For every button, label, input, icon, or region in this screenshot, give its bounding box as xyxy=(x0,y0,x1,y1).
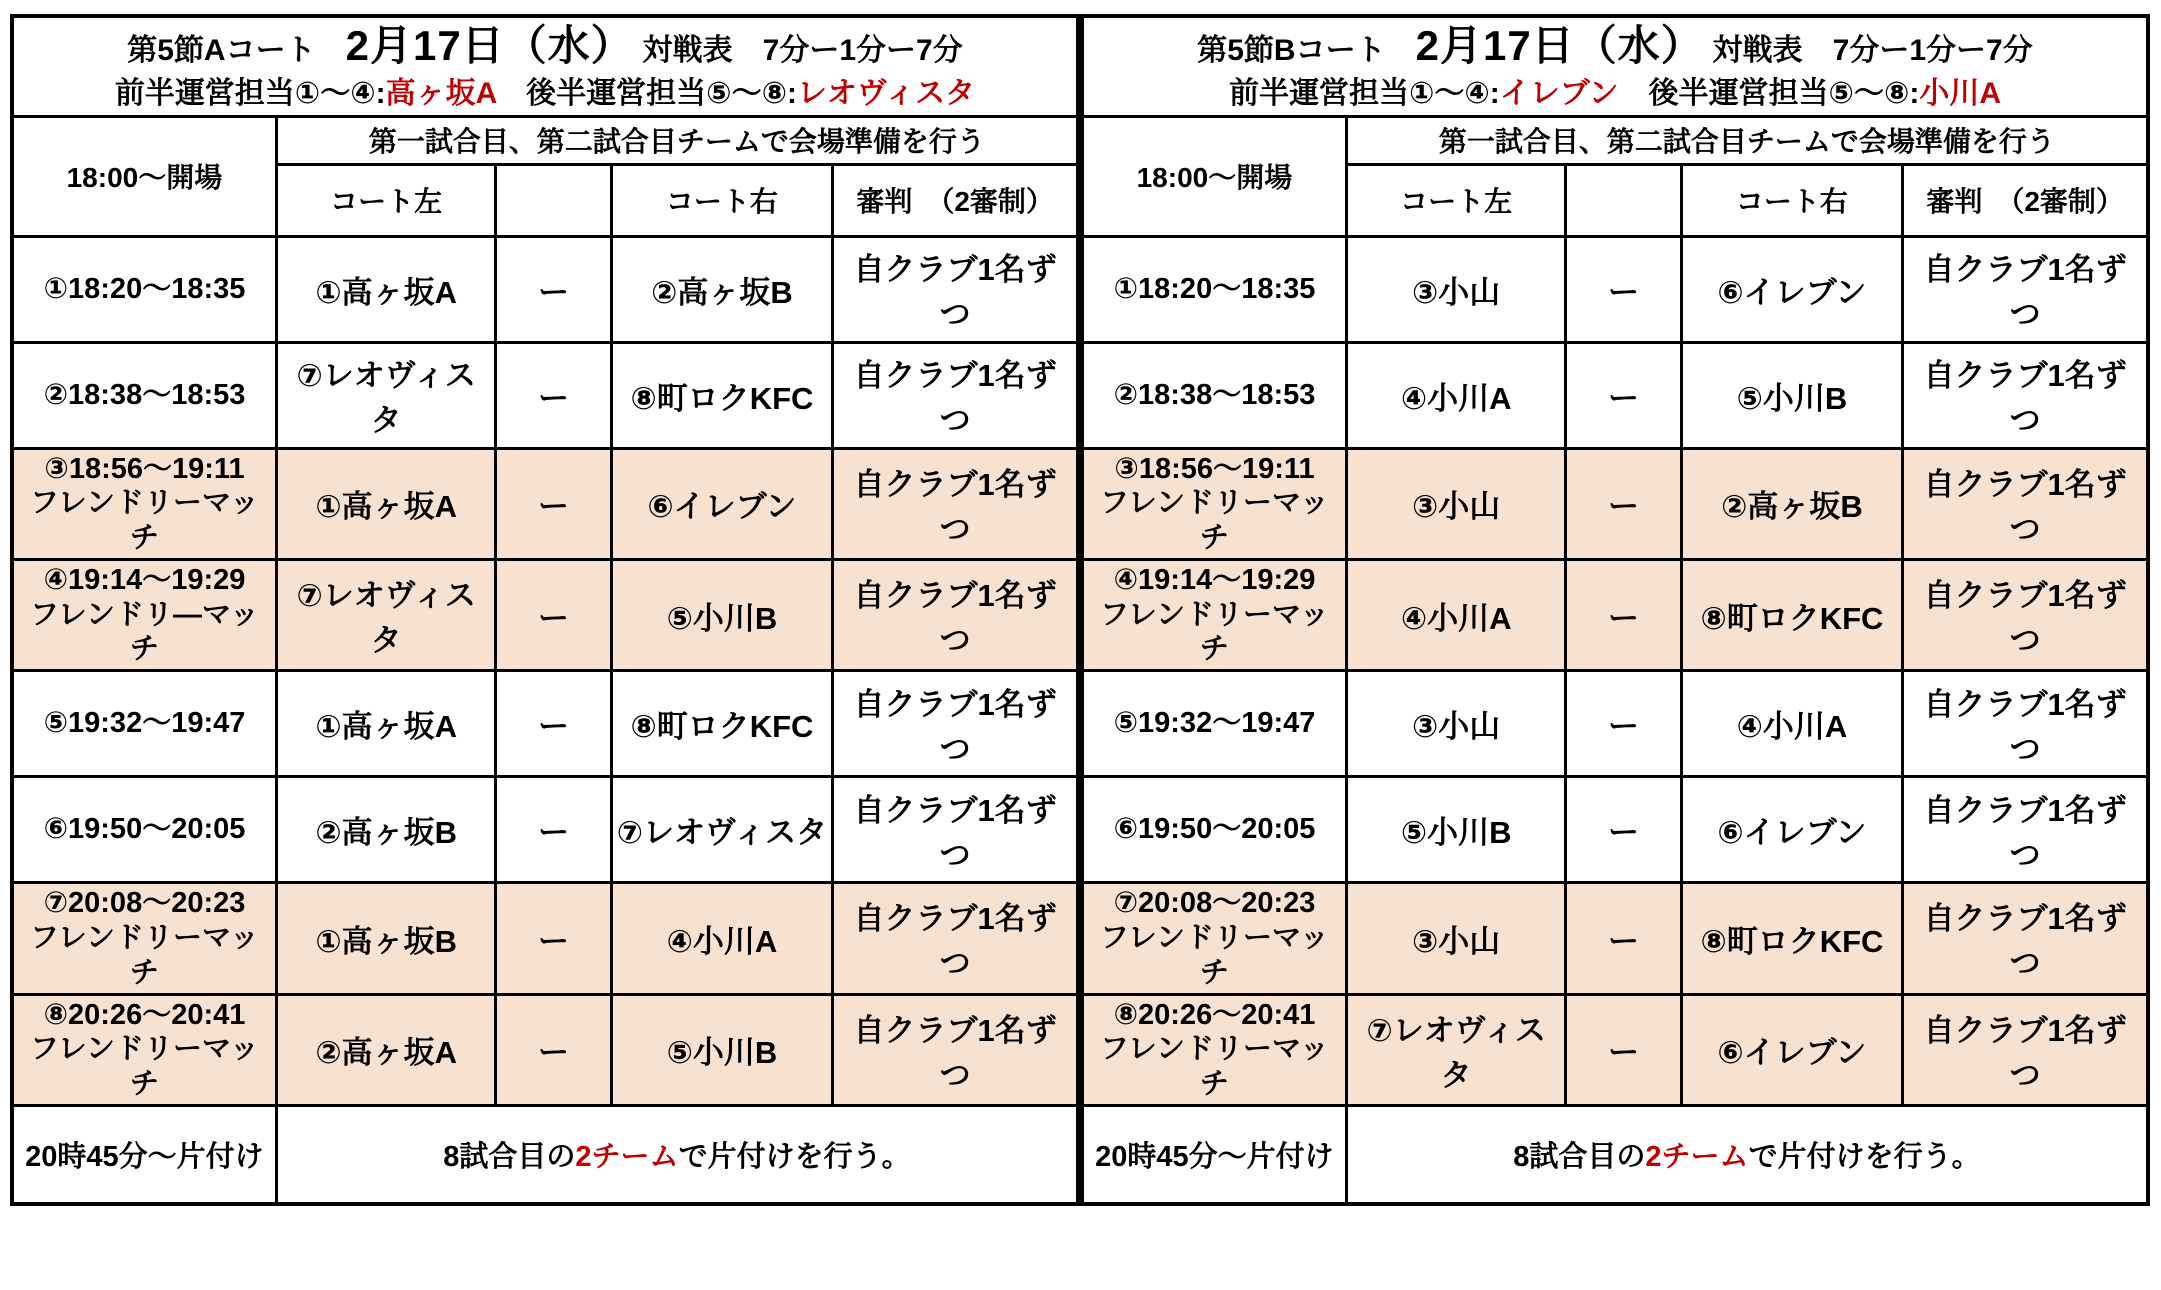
referee-note: 自クラブ1名ずつ xyxy=(1903,994,2148,1105)
court-left-header: コート左 xyxy=(276,164,496,236)
match-time-cell xyxy=(1082,671,1346,777)
court-left-team: ⑦レオヴィスタ xyxy=(276,559,496,670)
vs-dash: ー xyxy=(496,559,611,670)
match-row xyxy=(1082,236,2148,342)
match-row xyxy=(1082,671,2148,777)
duty-segment: イレブン xyxy=(1499,76,1619,110)
duty-segment: 前半運営担当①～④: xyxy=(1228,76,1500,110)
prep-note-header: 第一試合目、第二試合目チームで会場準備を行う xyxy=(1346,116,2148,164)
court-left-team: ④小川A xyxy=(1346,559,1566,670)
title-part: 第5節Bコート xyxy=(1197,34,1416,68)
court-right-team: ⑧町ロクKFC xyxy=(1681,559,1903,670)
court-right-team: ④小川A xyxy=(611,883,833,994)
vs-dash: ー xyxy=(496,994,611,1105)
match-row xyxy=(12,559,1078,670)
court-right-team: ⑤小川B xyxy=(611,994,833,1105)
match-row xyxy=(1082,559,2148,670)
match-time-cell xyxy=(1082,342,1346,448)
referee-note: 自クラブ1名ずつ xyxy=(1903,671,2148,777)
match-time: ①18:20～18:35 xyxy=(1113,272,1316,305)
referee-note: 自クラブ1名ずつ xyxy=(833,559,1078,670)
match-type-label: フレンドリーマッチ xyxy=(1099,598,1329,666)
match-type-label: フレンドリーマッチ xyxy=(29,1033,259,1101)
match-time-cell xyxy=(1082,777,1346,883)
court-right-team: ⑤小川B xyxy=(611,559,833,670)
referee-note: 自クラブ1名ずつ xyxy=(833,777,1078,883)
match-time-cell xyxy=(12,236,276,342)
table-title xyxy=(1088,20,2142,73)
court-left-team: ⑦レオヴィスタ xyxy=(1346,994,1566,1105)
court-left-team: ③小山 xyxy=(1346,671,1566,777)
schedule-table-court-b xyxy=(1080,14,2150,1206)
match-time: ⑥19:50～20:05 xyxy=(1113,813,1316,846)
vs-dash: ー xyxy=(1566,994,1681,1105)
cleanup-note xyxy=(1346,1106,2148,1204)
match-time-cell xyxy=(1082,236,1346,342)
header-row-1 xyxy=(1082,116,2148,164)
referee-note: 自クラブ1名ずつ xyxy=(833,883,1078,994)
open-time-header: 18:00～開場 xyxy=(1082,116,1346,236)
court-right-team: ④小川A xyxy=(1681,671,1903,777)
table-title xyxy=(18,20,1072,73)
match-row xyxy=(12,448,1078,559)
referee-note: 自クラブ1名ずつ xyxy=(833,448,1078,559)
cleanup-segment: で片付けを行う。 xyxy=(1748,1140,1981,1173)
table-title-cell xyxy=(12,16,1078,116)
match-row xyxy=(12,777,1078,883)
match-time: ②18:38～18:53 xyxy=(1113,378,1316,411)
open-time-header: 18:00～開場 xyxy=(12,116,276,236)
vs-spacer-header xyxy=(496,164,611,236)
match-time-cell xyxy=(12,559,276,670)
court-right-header: コート右 xyxy=(1681,164,1903,236)
court-right-team: ⑧町ロクKFC xyxy=(1681,883,1903,994)
title-part: 2月17日（水） xyxy=(1415,22,1683,70)
cleanup-time: 20時45分～片付け xyxy=(1082,1106,1346,1204)
match-row xyxy=(12,671,1078,777)
match-time: ③18:56～19:11 xyxy=(44,452,245,485)
court-left-team: ③小山 xyxy=(1346,448,1566,559)
court-left-team: ⑦レオヴィスタ xyxy=(276,342,496,448)
match-time: ⑤19:32～19:47 xyxy=(1113,707,1316,740)
referee-note: 自クラブ1名ずつ xyxy=(1903,777,2148,883)
court-left-team: ①高ヶ坂A xyxy=(276,448,496,559)
match-time: ④19:14～19:29 xyxy=(43,563,246,596)
duty-segment: 後半運営担当⑤～⑧: xyxy=(496,76,797,110)
vs-dash: ー xyxy=(1566,559,1681,670)
court-right-team: ⑧町ロクKFC xyxy=(611,671,833,777)
court-left-team: ③小山 xyxy=(1346,236,1566,342)
footer-row xyxy=(12,1106,1078,1204)
title-part: 対戦表 7分ー1分ー7分 xyxy=(1682,34,2033,68)
tables-wrapper xyxy=(10,14,2151,1206)
court-left-team: ④小川A xyxy=(1346,342,1566,448)
table-title-cell xyxy=(1082,16,2148,116)
vs-spacer-header xyxy=(1566,164,1681,236)
cleanup-note xyxy=(276,1106,1078,1204)
referee-note: 自クラブ1名ずつ xyxy=(1903,883,2148,994)
court-right-team: ⑥イレブン xyxy=(1681,777,1903,883)
vs-dash: ー xyxy=(1566,777,1681,883)
court-left-header: コート左 xyxy=(1346,164,1566,236)
match-type-label: フレンドリ—マッチ xyxy=(29,598,259,666)
title-row xyxy=(12,16,1078,116)
match-time: ⑧20:26～20:41 xyxy=(1113,998,1316,1031)
court-left-team: ②高ヶ坂B xyxy=(276,777,496,883)
prep-note-header: 第一試合目、第二試合目チームで会場準備を行う xyxy=(276,116,1078,164)
court-left-team: ②高ヶ坂A xyxy=(276,994,496,1105)
duty-segment: レオヴィスタ xyxy=(796,76,976,110)
title-row xyxy=(1082,16,2148,116)
referee-note: 自クラブ1名ずつ xyxy=(833,236,1078,342)
match-row xyxy=(1082,777,2148,883)
match-type-label: フレンドリーマッチ xyxy=(1099,922,1329,989)
vs-dash: ー xyxy=(1566,448,1681,559)
court-left-team: ③小山 xyxy=(1346,883,1566,994)
court-right-team: ⑧町ロクKFC xyxy=(611,342,833,448)
referee-note: 自クラブ1名ずつ xyxy=(1903,559,2148,670)
court-right-header: コート右 xyxy=(611,164,833,236)
match-time: ⑦20:08～20:23 xyxy=(1113,887,1316,920)
court-left-team: ①高ヶ坂A xyxy=(276,236,496,342)
cleanup-segment: 2チーム xyxy=(575,1140,679,1173)
vs-dash: ー xyxy=(496,883,611,994)
match-time-cell xyxy=(1082,883,1346,994)
schedule-table-court-a xyxy=(10,14,1080,1206)
title-part: 2月17日（水） xyxy=(345,22,613,70)
match-time-cell xyxy=(12,342,276,448)
title-part: 対戦表 7分ー1分ー7分 xyxy=(612,34,963,68)
match-time-cell xyxy=(12,671,276,777)
match-time-cell xyxy=(12,448,276,559)
match-time: ⑥19:50～20:05 xyxy=(43,813,246,846)
match-row xyxy=(12,994,1078,1105)
court-right-team: ②高ヶ坂B xyxy=(611,236,833,342)
match-time: ②18:38～18:53 xyxy=(43,378,246,411)
match-time: ⑦20:08～20:23 xyxy=(43,887,246,920)
match-row xyxy=(12,342,1078,448)
duty-segment: 後半運営担当⑤～⑧: xyxy=(1618,76,1920,110)
match-time-cell xyxy=(12,994,276,1105)
duty-segment: 高ヶ坂A xyxy=(385,76,497,110)
duty-segment: 小川A xyxy=(1919,76,2002,110)
court-right-team: ⑥イレブン xyxy=(1681,236,1903,342)
match-type-label: フレンドリーマッチ xyxy=(29,487,259,555)
match-type-label: フレンドリーマッチ xyxy=(29,922,259,989)
referee-note: 自クラブ1名ずつ xyxy=(833,994,1078,1105)
court-left-team: ⑤小川B xyxy=(1346,777,1566,883)
match-row xyxy=(1082,448,2148,559)
match-time-cell xyxy=(12,883,276,994)
match-row xyxy=(12,883,1078,994)
vs-dash: ー xyxy=(496,342,611,448)
referee-note: 自クラブ1名ずつ xyxy=(1903,236,2148,342)
duty-segment: 前半運営担当①～④: xyxy=(114,76,386,110)
match-type-label: フレンドリーマッチ xyxy=(1099,487,1329,555)
cleanup-segment: 8試合目の xyxy=(443,1140,576,1173)
duty-assignment-line xyxy=(18,75,1072,113)
court-right-team: ⑦レオヴィスタ xyxy=(611,777,833,883)
referee-note: 自クラブ1名ずつ xyxy=(1903,448,2148,559)
cleanup-segment: 2チーム xyxy=(1645,1140,1749,1173)
vs-dash: ー xyxy=(1566,671,1681,777)
duty-assignment-line xyxy=(1088,75,2142,113)
referee-note: 自クラブ1名ずつ xyxy=(833,671,1078,777)
header-row-1 xyxy=(12,116,1078,164)
footer-row xyxy=(1082,1106,2148,1204)
referee-note: 自クラブ1名ずつ xyxy=(833,342,1078,448)
match-row xyxy=(1082,342,2148,448)
referee-header: 審判 （2審制） xyxy=(833,164,1078,236)
vs-dash: ー xyxy=(1566,342,1681,448)
match-time: ④19:14～19:29 xyxy=(1113,563,1316,596)
court-right-team: ⑤小川B xyxy=(1681,342,1903,448)
vs-dash: ー xyxy=(496,777,611,883)
match-time: ⑤19:32～19:47 xyxy=(43,707,246,740)
title-part: 第5節Aコート xyxy=(127,34,346,68)
vs-dash: ー xyxy=(496,448,611,559)
referee-note: 自クラブ1名ずつ xyxy=(1903,342,2148,448)
match-time: ③18:56～19:11 xyxy=(1114,452,1315,485)
court-right-team: ②高ヶ坂B xyxy=(1681,448,1903,559)
match-time: ①18:20～18:35 xyxy=(43,272,246,305)
vs-dash: ー xyxy=(1566,236,1681,342)
court-left-team: ①高ヶ坂B xyxy=(276,883,496,994)
match-row xyxy=(1082,883,2148,994)
referee-header: 審判 （2審制） xyxy=(1903,164,2148,236)
cleanup-segment: で片付けを行う。 xyxy=(678,1140,911,1173)
match-row xyxy=(12,236,1078,342)
cleanup-time: 20時45分～片付け xyxy=(12,1106,276,1204)
match-time-cell xyxy=(1082,994,1346,1105)
vs-dash: ー xyxy=(496,671,611,777)
cleanup-segment: 8試合目の xyxy=(1513,1140,1646,1173)
court-left-team: ①高ヶ坂A xyxy=(276,671,496,777)
match-time-cell xyxy=(1082,448,1346,559)
vs-dash: ー xyxy=(496,236,611,342)
match-time: ⑧20:26～20:41 xyxy=(43,998,246,1031)
court-right-team: ⑥イレブン xyxy=(611,448,833,559)
match-time-cell xyxy=(1082,559,1346,670)
court-right-team: ⑥イレブン xyxy=(1681,994,1903,1105)
match-row xyxy=(1082,994,2148,1105)
match-type-label: フレンドリーマッチ xyxy=(1099,1033,1329,1101)
match-time-cell xyxy=(12,777,276,883)
vs-dash: ー xyxy=(1566,883,1681,994)
